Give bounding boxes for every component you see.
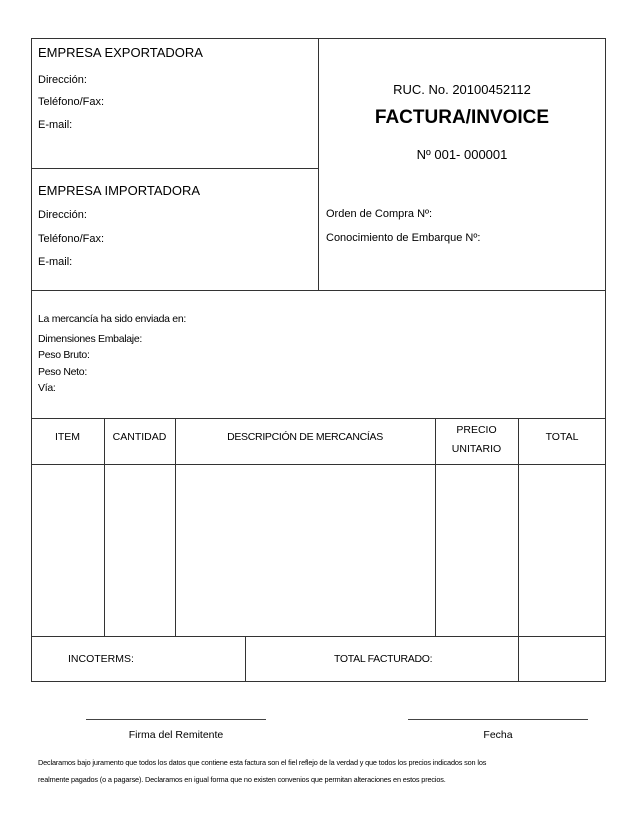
col-divider-1 bbox=[104, 418, 105, 636]
shipment-net-weight-label: Peso Neto: bbox=[38, 366, 87, 378]
importer-email-label: E-mail: bbox=[38, 256, 73, 268]
importer-address-label: Dirección: bbox=[38, 209, 87, 221]
incoterms-label: INCOTERMS: bbox=[68, 653, 134, 665]
sender-signature-label: Firma del Remitente bbox=[128, 729, 224, 741]
ruc-number: RUC. No. 20100452112 bbox=[393, 82, 531, 97]
col-divider-2 bbox=[175, 418, 176, 636]
table-header-top-divider bbox=[31, 418, 606, 419]
exporter-importer-divider bbox=[31, 168, 319, 169]
bill-of-lading-label: Conocimiento de Embarque Nº: bbox=[326, 232, 481, 244]
col-header-item: ITEM bbox=[54, 431, 81, 443]
exporter-phone-label: Teléfono/Fax: bbox=[38, 96, 105, 108]
col-header-unit-price-line2: UNITARIO bbox=[451, 443, 502, 455]
header-bottom-divider bbox=[31, 290, 606, 291]
declaration-line-1: Declaramos bajo juramento que todos los datos que contiene esta factura son el fiel reflejo de la verdad y que todos los precios indicados son los bbox=[38, 758, 487, 767]
col-header-total: TOTAL bbox=[545, 431, 579, 443]
footer-divider-incoterms bbox=[245, 636, 246, 682]
header-divider-vertical bbox=[318, 38, 319, 290]
declaration-line-2: realmente pagados (o a pagarse). Declaramos en igual forma que no existen convenios que permitan alteraciones en estos precios. bbox=[38, 775, 446, 784]
shipment-dimensions-label: Dimensiones Embalaje: bbox=[38, 333, 143, 345]
total-invoiced-label: TOTAL FACTURADO: bbox=[334, 653, 433, 665]
sender-signature-line bbox=[86, 719, 266, 720]
col-header-unit-price-line1: PRECIO bbox=[456, 424, 497, 436]
shipment-via-label: Vía: bbox=[38, 382, 56, 394]
invoice-number: Nº 001- 000001 bbox=[416, 147, 508, 162]
exporter-address-label: Dirección: bbox=[38, 74, 87, 86]
table-header-bottom-divider bbox=[31, 464, 606, 465]
col-divider-4 bbox=[518, 418, 519, 682]
date-signature-line bbox=[408, 719, 588, 720]
exporter-email-label: E-mail: bbox=[38, 119, 73, 131]
date-signature-label: Fecha bbox=[483, 729, 513, 741]
col-header-quantity: CANTIDAD bbox=[112, 431, 167, 443]
exporter-heading: EMPRESA EXPORTADORA bbox=[38, 45, 203, 60]
col-header-description: DESCRIPCIÓN DE MERCANCÍAS bbox=[227, 431, 383, 443]
shipment-gross-weight-label: Peso Bruto: bbox=[38, 349, 90, 361]
purchase-order-label: Orden de Compra Nº: bbox=[326, 208, 433, 220]
invoice-title: FACTURA/INVOICE bbox=[374, 107, 550, 128]
importer-phone-label: Teléfono/Fax: bbox=[38, 233, 105, 245]
shipment-sent-in-label: La mercancía ha sido enviada en: bbox=[38, 313, 187, 325]
importer-heading: EMPRESA IMPORTADORA bbox=[38, 183, 201, 198]
table-body-bottom-divider bbox=[31, 636, 606, 637]
